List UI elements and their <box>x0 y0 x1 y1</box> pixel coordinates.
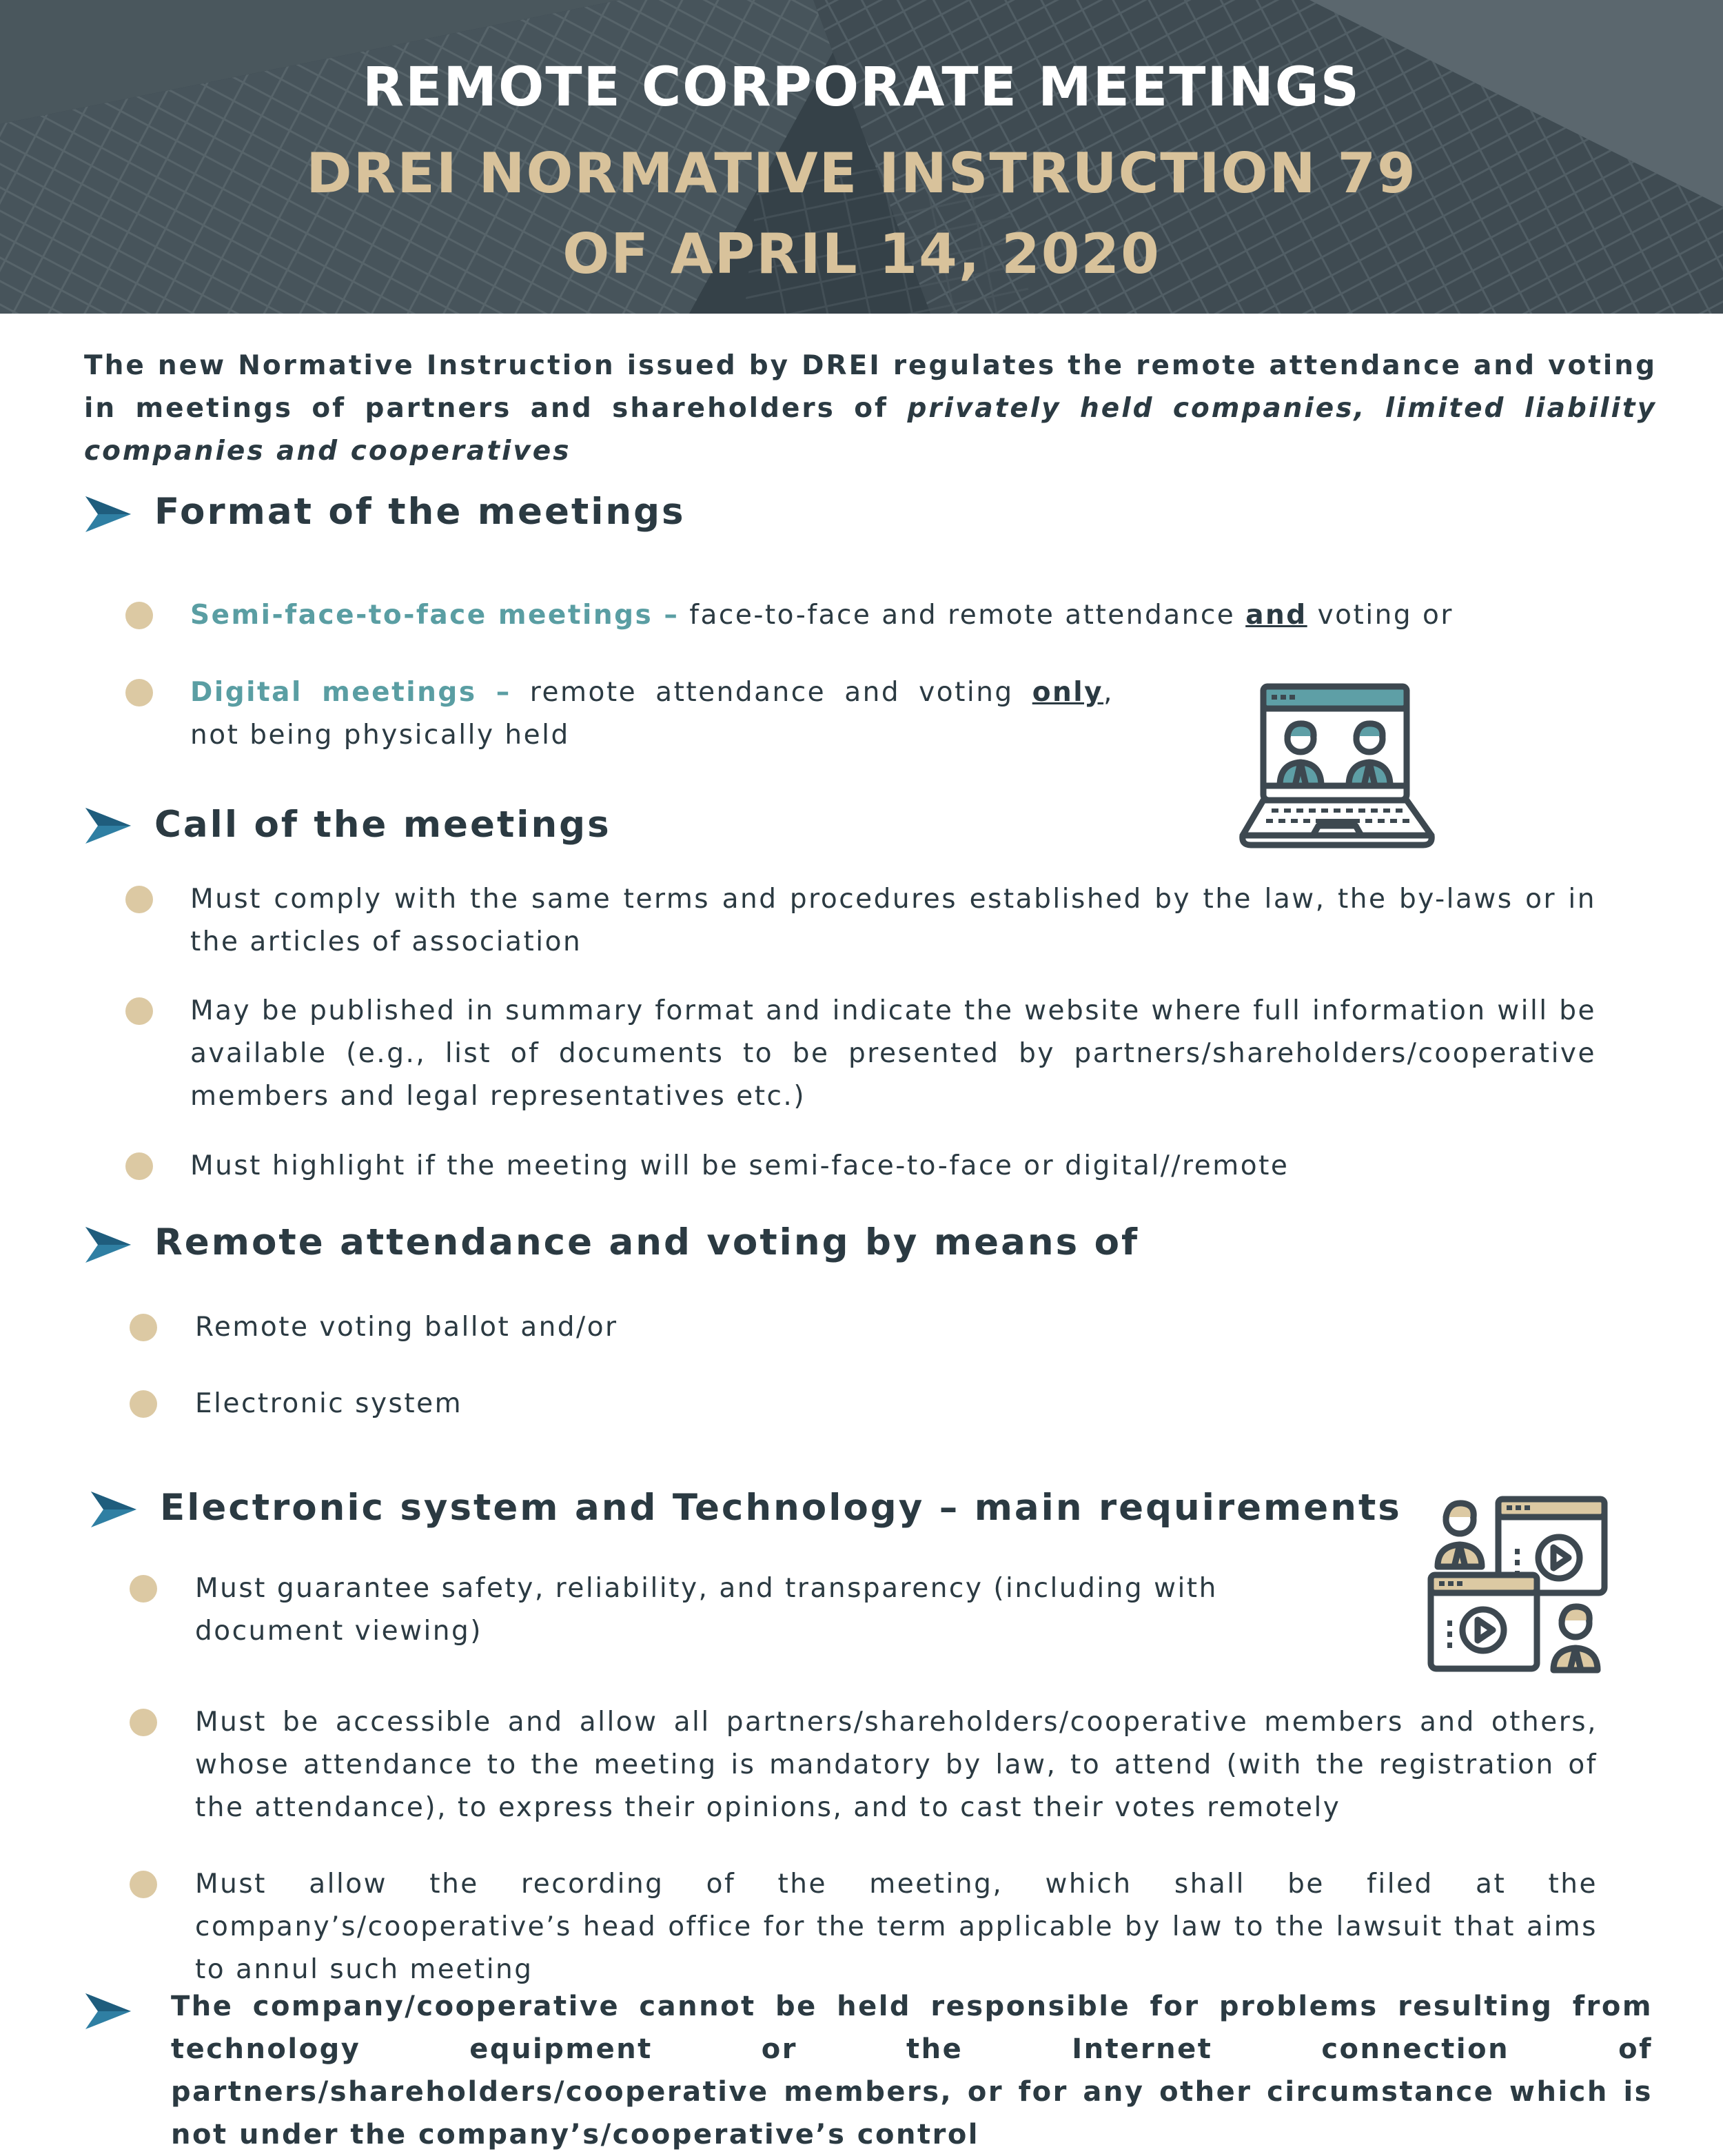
laptop-video-call-icon <box>1237 682 1437 851</box>
format-item-text: face-to-face and remote attendance <box>679 600 1246 631</box>
intro-paragraph <box>84 345 1657 473</box>
page-subtitle-line-2: OF APRIL 14, 2020 <box>562 222 1161 286</box>
arrow-bullet-icon <box>91 1490 136 1529</box>
arrow-bullet-icon <box>85 1226 131 1264</box>
page-subtitle-line-1: DREI NORMATIVE INSTRUCTION 79 <box>306 141 1417 205</box>
format-item-text-end: voting or <box>1307 600 1454 631</box>
bullet-dot <box>130 1390 157 1418</box>
format-item-label: Digital meetings – <box>190 677 511 708</box>
format-item-digital <box>190 671 1114 757</box>
intro-italic-text: privately held companies, limited liability companies and cooperatives <box>84 393 1657 467</box>
format-item-emphasis: and <box>1245 600 1307 631</box>
bullet-dot <box>130 1314 157 1341</box>
bullet-dot <box>125 997 153 1025</box>
arrow-bullet-icon <box>85 806 131 845</box>
bullet-dot <box>130 1575 157 1603</box>
section-title-call: Call of the meetings <box>154 804 611 846</box>
intro-text: The new Normative Instruction issued by DREI regulates the remote attendance and voting in meetings of partners and shareholders of <box>84 350 1657 424</box>
format-item-semi <box>190 594 1500 637</box>
bullet-dot <box>125 886 153 913</box>
video-conference-icon <box>1427 1492 1613 1675</box>
section-title-format: Format of the meetings <box>154 491 686 533</box>
tech-item: Must be accessible and allow all partners/shareholders/cooperative members and others, whose attendance to the meeting is mandatory by law, to attend (with the registration of the attendance), to express their opinions, and to cast their votes remotely <box>195 1707 1598 1823</box>
format-item-label: Semi-face-to-face meetings – <box>190 600 680 631</box>
call-item: Must comply with the same terms and procedures established by the law, the by-laws or in the articles of association <box>190 884 1596 957</box>
bullet-dot <box>130 1709 157 1736</box>
bullet-dot <box>130 1871 157 1898</box>
arrow-bullet-icon <box>85 1992 131 2031</box>
bullet-dot <box>125 679 153 706</box>
bullet-dot <box>125 1152 153 1180</box>
format-item-text-end: , not being physically held <box>190 677 1114 751</box>
page-title: REMOTE CORPORATE MEETINGS <box>363 57 1360 119</box>
format-item-text: remote attendance and voting <box>511 677 1032 708</box>
call-item: Must highlight if the meeting will be semi-face-to-face or digital//remote <box>190 1150 1289 1181</box>
tech-item: Must guarantee safety, reliability, and transparency (including with document viewing) <box>195 1573 1218 1647</box>
call-item: May be published in summary format and indicate the website where full information will be available (e.g., list of documents to be presented by partners/shareholders/cooperative members and legal representatives etc.) <box>190 995 1596 1112</box>
remote-item: Remote voting ballot and/or <box>195 1312 618 1343</box>
bullet-dot <box>125 602 153 629</box>
final-note: The company/cooperative cannot be held responsible for problems resulting from technology equipment or the Internet connection of partners/shareholders/cooperative members, or for any other circumstance which is not under the company’s/cooperative’s control <box>171 1991 1653 2150</box>
arrow-bullet-icon <box>85 495 131 533</box>
format-item-emphasis: only <box>1032 677 1104 708</box>
section-title-remote: Remote attendance and voting by means of <box>154 1221 1140 1263</box>
section-title-tech: Electronic system and Technology – main requirements <box>160 1487 1402 1529</box>
header-banner <box>0 0 1723 314</box>
remote-item: Electronic system <box>195 1388 463 1419</box>
tech-item: Must allow the recording of the meeting, which shall be filed at the company’s/cooperative’s head office for the term applicable by law to the lawsuit that aims to annul such meeting <box>195 1869 1598 1985</box>
